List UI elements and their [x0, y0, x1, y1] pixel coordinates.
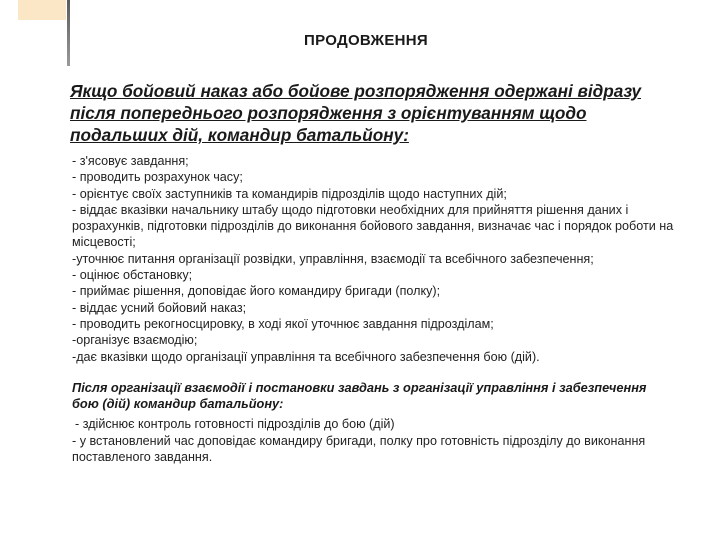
list-item: - віддає усний бойовий наказ;: [72, 300, 247, 315]
action-list: [72, 153, 684, 365]
list-item: -дає вказівки щодо організації управління та всебічного забезпечення бою (дій).: [72, 349, 540, 364]
list-item: - у встановлений час доповідає командиру бригади, полку про готовність підрозділу до виконання поставленого завдання.: [72, 433, 646, 464]
list-item: -уточнює питання організації розвідки, управління, взаємодії та всебічного забезпечення;: [72, 251, 594, 266]
list-item: -організує взаємодію;: [72, 333, 198, 348]
page-title: ПРОДОВЖЕННЯ: [304, 32, 428, 49]
list-item: - проводить розрахунок часу;: [72, 170, 243, 185]
followup-list: [72, 416, 672, 466]
list-item: - з'ясовує завдання;: [72, 154, 189, 168]
list-item: - здійснює контроль готовності підрозділів до бою (дій): [75, 417, 395, 431]
list-item: - приймає рішення, доповідає його командиру бригади (полку);: [72, 284, 441, 299]
list-item: - віддає вказівки начальнику штабу щодо підготовки необхідних для прийняття рішення даних і розрахунків, підготовки підрозділів до виконання бойового завдання, визначає час і порядок роботи на місцевості;: [72, 202, 674, 250]
sub-heading: Після організації взаємодії і постановки завдань з організації управління і забезпечення бою (дій) командир батальйону:: [72, 380, 647, 411]
list-item: - проводить рекогносцировку, в ході якої уточнює завдання підрозділам;: [72, 316, 494, 331]
section-heading: Якщо бойовий наказ або бойове розпорядження одержані відразу після попереднього розпорядження з орієнтуванням щодо подальших дій, командир батальйону:: [70, 81, 642, 145]
corner-decoration: [18, 0, 66, 20]
list-item: - орієнтує своїх заступників та командирів підрозділів щодо наступних дій;: [72, 186, 507, 201]
list-item: - оцінює обстановку;: [72, 268, 193, 283]
